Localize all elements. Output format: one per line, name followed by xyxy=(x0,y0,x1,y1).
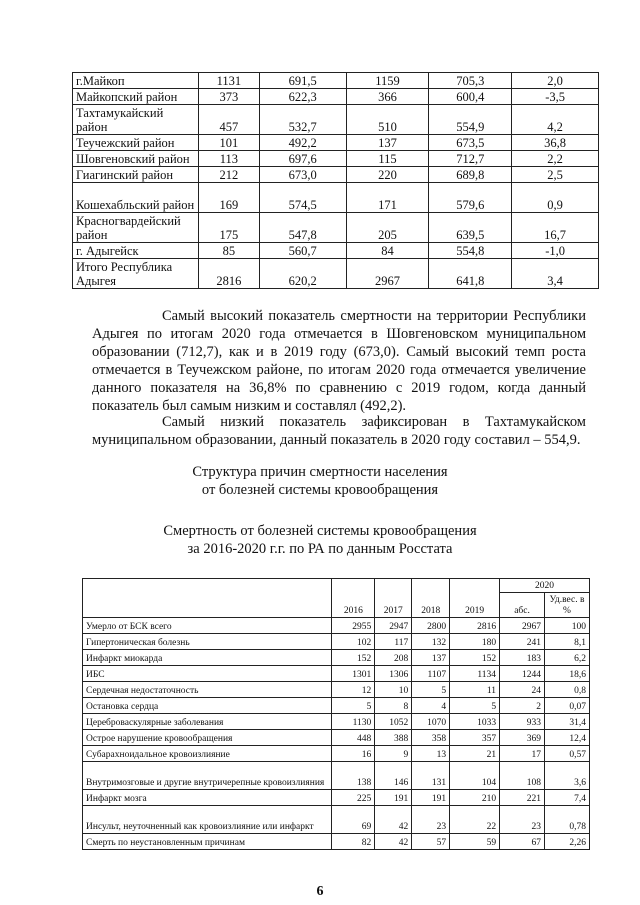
count-2020: 1159 xyxy=(346,73,429,89)
table-row xyxy=(73,213,599,243)
value-2020-abs: 24 xyxy=(500,682,545,698)
value-2020-abs: 241 xyxy=(500,634,545,650)
table-row xyxy=(83,730,590,746)
rate-2019: 620,2 xyxy=(259,259,346,289)
value-2020-share: 2,26 xyxy=(544,834,589,850)
growth-rate: -3,5 xyxy=(512,89,599,105)
cause-name: Сердечная недостаточность xyxy=(83,682,332,698)
value-2018: 1070 xyxy=(412,714,450,730)
section-heading-line1: Структура причин смертности населения xyxy=(192,464,448,480)
value-2020-share: 8,1 xyxy=(544,634,589,650)
value-2019: 5 xyxy=(450,698,500,714)
rate-2019: 560,7 xyxy=(259,243,346,259)
value-2020-abs: 17 xyxy=(500,746,545,762)
table-row xyxy=(83,714,590,730)
cause-name: Цереброваскулярные заболевания xyxy=(83,714,332,730)
value-2017: 42 xyxy=(375,834,412,850)
table-row xyxy=(83,682,590,698)
value-2020-abs: 183 xyxy=(500,650,545,666)
rate-2019: 532,7 xyxy=(259,105,346,135)
value-2020-abs: 2 xyxy=(500,698,545,714)
value-2017: 117 xyxy=(375,634,412,650)
count-2020: 366 xyxy=(346,89,429,105)
count-2019: 1131 xyxy=(198,73,259,89)
value-2017: 388 xyxy=(375,730,412,746)
value-2020-share: 18,6 xyxy=(544,666,589,682)
growth-rate: 3,4 xyxy=(512,259,599,289)
value-2020-abs: 369 xyxy=(500,730,545,746)
value-2020-share: 7,4 xyxy=(544,790,589,806)
cause-name: Инсульт, неуточненный как кровоизлияние или инфаркт xyxy=(83,806,332,834)
value-2019: 1134 xyxy=(450,666,500,682)
table-row xyxy=(73,135,599,151)
value-2016: 1301 xyxy=(332,666,375,682)
header-2020: 2020 xyxy=(500,579,590,593)
table-row xyxy=(83,762,590,790)
district-name: Тахтамукайский район xyxy=(73,105,199,135)
page-number: 6 xyxy=(316,884,324,899)
rate-2019: 492,2 xyxy=(259,135,346,151)
value-2020-share: 31,4 xyxy=(544,714,589,730)
cause-name: Острое нарушение кровообращения xyxy=(83,730,332,746)
growth-rate: 36,8 xyxy=(512,135,599,151)
rate-2019: 697,6 xyxy=(259,151,346,167)
cause-name: Внутримозговые и другие внутричерепные кровоизлияния xyxy=(83,762,332,790)
cause-name: Инфаркт мозга xyxy=(83,790,332,806)
growth-rate: 16,7 xyxy=(512,213,599,243)
header-2016: 2016 xyxy=(332,579,375,618)
cause-name: ИБС xyxy=(83,666,332,682)
count-2019: 169 xyxy=(198,183,259,213)
district-name: Шовгеновский район xyxy=(73,151,199,167)
table-row xyxy=(73,167,599,183)
value-2018: 132 xyxy=(412,634,450,650)
value-2017: 191 xyxy=(375,790,412,806)
paragraph-highest-rate: Самый высокий показатель смертности на территории Республики Адыгея по итогам 2020 года отмечается в Шовгеновском муниципальном образовании (712,7), как и в 2019 году (673,0). Самый высокий темп роста отмечается в Теучежском районе, по итогам 2020 года отмечается увеличение данного показателя на 36,8% по сравнению с 2019 годом, когда данный показатель был самым низким и составлял (492,2). xyxy=(92,308,586,414)
count-2020: 115 xyxy=(346,151,429,167)
value-2018: 57 xyxy=(412,834,450,850)
count-2019: 212 xyxy=(198,167,259,183)
value-2019: 1033 xyxy=(450,714,500,730)
count-2020: 171 xyxy=(346,183,429,213)
value-2020-abs: 2967 xyxy=(500,618,545,634)
value-2017: 9 xyxy=(375,746,412,762)
value-2018: 4 xyxy=(412,698,450,714)
value-2017: 2947 xyxy=(375,618,412,634)
value-2018: 131 xyxy=(412,762,450,790)
cause-name: Умерло от БСК всего xyxy=(83,618,332,634)
district-mortality-table xyxy=(72,72,599,289)
value-2020-share: 3,6 xyxy=(544,762,589,790)
value-2018: 1107 xyxy=(412,666,450,682)
value-2019: 2816 xyxy=(450,618,500,634)
value-2019: 152 xyxy=(450,650,500,666)
rate-2019: 547,8 xyxy=(259,213,346,243)
value-2017: 8 xyxy=(375,698,412,714)
count-2020: 220 xyxy=(346,167,429,183)
rate-2020: 554,8 xyxy=(429,243,512,259)
value-2016: 152 xyxy=(332,650,375,666)
value-2017: 42 xyxy=(375,806,412,834)
table-row xyxy=(83,746,590,762)
value-2017: 208 xyxy=(375,650,412,666)
count-2020: 205 xyxy=(346,213,429,243)
count-2019: 373 xyxy=(198,89,259,105)
rate-2020: 641,8 xyxy=(429,259,512,289)
rate-2020: 600,4 xyxy=(429,89,512,105)
value-2018: 2800 xyxy=(412,618,450,634)
rate-2019: 673,0 xyxy=(259,167,346,183)
value-2020-share: 0,07 xyxy=(544,698,589,714)
district-name: г.Майкоп xyxy=(73,73,199,89)
value-2020-share: 100 xyxy=(544,618,589,634)
value-2020-abs: 933 xyxy=(500,714,545,730)
value-2020-share: 0,78 xyxy=(544,806,589,834)
value-2019: 180 xyxy=(450,634,500,650)
district-name: Итого Республика Адыгея xyxy=(73,259,199,289)
table-row xyxy=(83,666,590,682)
table-title-line2: за 2016-2020 г.г. по РА по данным Росстата xyxy=(187,541,453,557)
count-2020: 510 xyxy=(346,105,429,135)
cause-name: Гипертоническая болезнь xyxy=(83,634,332,650)
district-name: Теучежский район xyxy=(73,135,199,151)
district-name: Майкопский район xyxy=(73,89,199,105)
rate-2020: 673,5 xyxy=(429,135,512,151)
paragraph-lowest-rate: Самый низкий показатель зафиксирован в Тахтамукайском муниципальном образовании, данный показатель в 2020 году составил – 554,9. xyxy=(92,414,586,448)
value-2019: 104 xyxy=(450,762,500,790)
value-2018: 5 xyxy=(412,682,450,698)
value-2020-abs: 221 xyxy=(500,790,545,806)
rate-2020: 579,6 xyxy=(429,183,512,213)
value-2019: 11 xyxy=(450,682,500,698)
value-2019: 21 xyxy=(450,746,500,762)
district-name: Красногвардейский район xyxy=(73,213,199,243)
value-2016: 138 xyxy=(332,762,375,790)
value-2016: 5 xyxy=(332,698,375,714)
value-2020-share: 0,57 xyxy=(544,746,589,762)
value-2016: 69 xyxy=(332,806,375,834)
count-2020: 137 xyxy=(346,135,429,151)
value-2020-share: 0,8 xyxy=(544,682,589,698)
value-2019: 59 xyxy=(450,834,500,850)
table-row xyxy=(73,89,599,105)
table-row xyxy=(73,243,599,259)
header-abs: абс. xyxy=(500,593,545,618)
value-2017: 1306 xyxy=(375,666,412,682)
count-2019: 85 xyxy=(198,243,259,259)
district-name: Гиагинский район xyxy=(73,167,199,183)
rate-2020: 689,8 xyxy=(429,167,512,183)
value-2016: 16 xyxy=(332,746,375,762)
value-2017: 10 xyxy=(375,682,412,698)
rate-2020: 712,7 xyxy=(429,151,512,167)
value-2020-share: 12,4 xyxy=(544,730,589,746)
value-2020-share: 6,2 xyxy=(544,650,589,666)
circulatory-mortality-table xyxy=(82,578,590,850)
cause-name: Остановка сердца xyxy=(83,698,332,714)
rate-2019: 691,5 xyxy=(259,73,346,89)
growth-rate: 4,2 xyxy=(512,105,599,135)
value-2016: 82 xyxy=(332,834,375,850)
table-row xyxy=(73,259,599,289)
value-2019: 22 xyxy=(450,806,500,834)
count-2020: 84 xyxy=(346,243,429,259)
value-2020-abs: 108 xyxy=(500,762,545,790)
count-2019: 101 xyxy=(198,135,259,151)
rate-2019: 622,3 xyxy=(259,89,346,105)
table-title-line1: Смертность от болезней системы кровообращения xyxy=(163,523,477,539)
value-2020-abs: 67 xyxy=(500,834,545,850)
rate-2020: 639,5 xyxy=(429,213,512,243)
value-2018: 13 xyxy=(412,746,450,762)
table-row xyxy=(73,183,599,213)
value-2016: 12 xyxy=(332,682,375,698)
header-blank xyxy=(83,579,332,618)
header-2017: 2017 xyxy=(375,579,412,618)
value-2016: 448 xyxy=(332,730,375,746)
rate-2020: 554,9 xyxy=(429,105,512,135)
value-2016: 102 xyxy=(332,634,375,650)
count-2019: 175 xyxy=(198,213,259,243)
table-row xyxy=(83,806,590,834)
value-2017: 1052 xyxy=(375,714,412,730)
header-2018: 2018 xyxy=(412,579,450,618)
rate-2019: 574,5 xyxy=(259,183,346,213)
cause-name: Субарахноидальное кровоизлияние xyxy=(83,746,332,762)
count-2020: 2967 xyxy=(346,259,429,289)
value-2016: 225 xyxy=(332,790,375,806)
district-name: г. Адыгейск xyxy=(73,243,199,259)
count-2019: 457 xyxy=(198,105,259,135)
growth-rate: 2,2 xyxy=(512,151,599,167)
growth-rate: 2,5 xyxy=(512,167,599,183)
value-2018: 358 xyxy=(412,730,450,746)
value-2019: 357 xyxy=(450,730,500,746)
table-row xyxy=(73,73,599,89)
value-2017: 146 xyxy=(375,762,412,790)
growth-rate: 0,9 xyxy=(512,183,599,213)
table-row xyxy=(73,105,599,135)
count-2019: 2816 xyxy=(198,259,259,289)
table-row xyxy=(83,790,590,806)
rate-2020: 705,3 xyxy=(429,73,512,89)
header-share: Уд.вес. в % xyxy=(544,593,589,618)
value-2018: 23 xyxy=(412,806,450,834)
cause-name: Инфаркт миокарда xyxy=(83,650,332,666)
header-2019: 2019 xyxy=(450,579,500,618)
cause-name: Смерть по неустановленным причинам xyxy=(83,834,332,850)
table-row xyxy=(83,618,590,634)
value-2020-abs: 23 xyxy=(500,806,545,834)
count-2019: 113 xyxy=(198,151,259,167)
table-row xyxy=(73,151,599,167)
table-row xyxy=(83,634,590,650)
value-2016: 1130 xyxy=(332,714,375,730)
growth-rate: 2,0 xyxy=(512,73,599,89)
value-2018: 191 xyxy=(412,790,450,806)
table-row xyxy=(83,834,590,850)
value-2019: 210 xyxy=(450,790,500,806)
value-2016: 2955 xyxy=(332,618,375,634)
table-row xyxy=(83,698,590,714)
growth-rate: -1,0 xyxy=(512,243,599,259)
value-2018: 137 xyxy=(412,650,450,666)
section-heading-line2: от болезней системы кровообращения xyxy=(201,482,439,498)
value-2020-abs: 1244 xyxy=(500,666,545,682)
district-name: Кошехабльский район xyxy=(73,183,199,213)
table-row xyxy=(83,650,590,666)
